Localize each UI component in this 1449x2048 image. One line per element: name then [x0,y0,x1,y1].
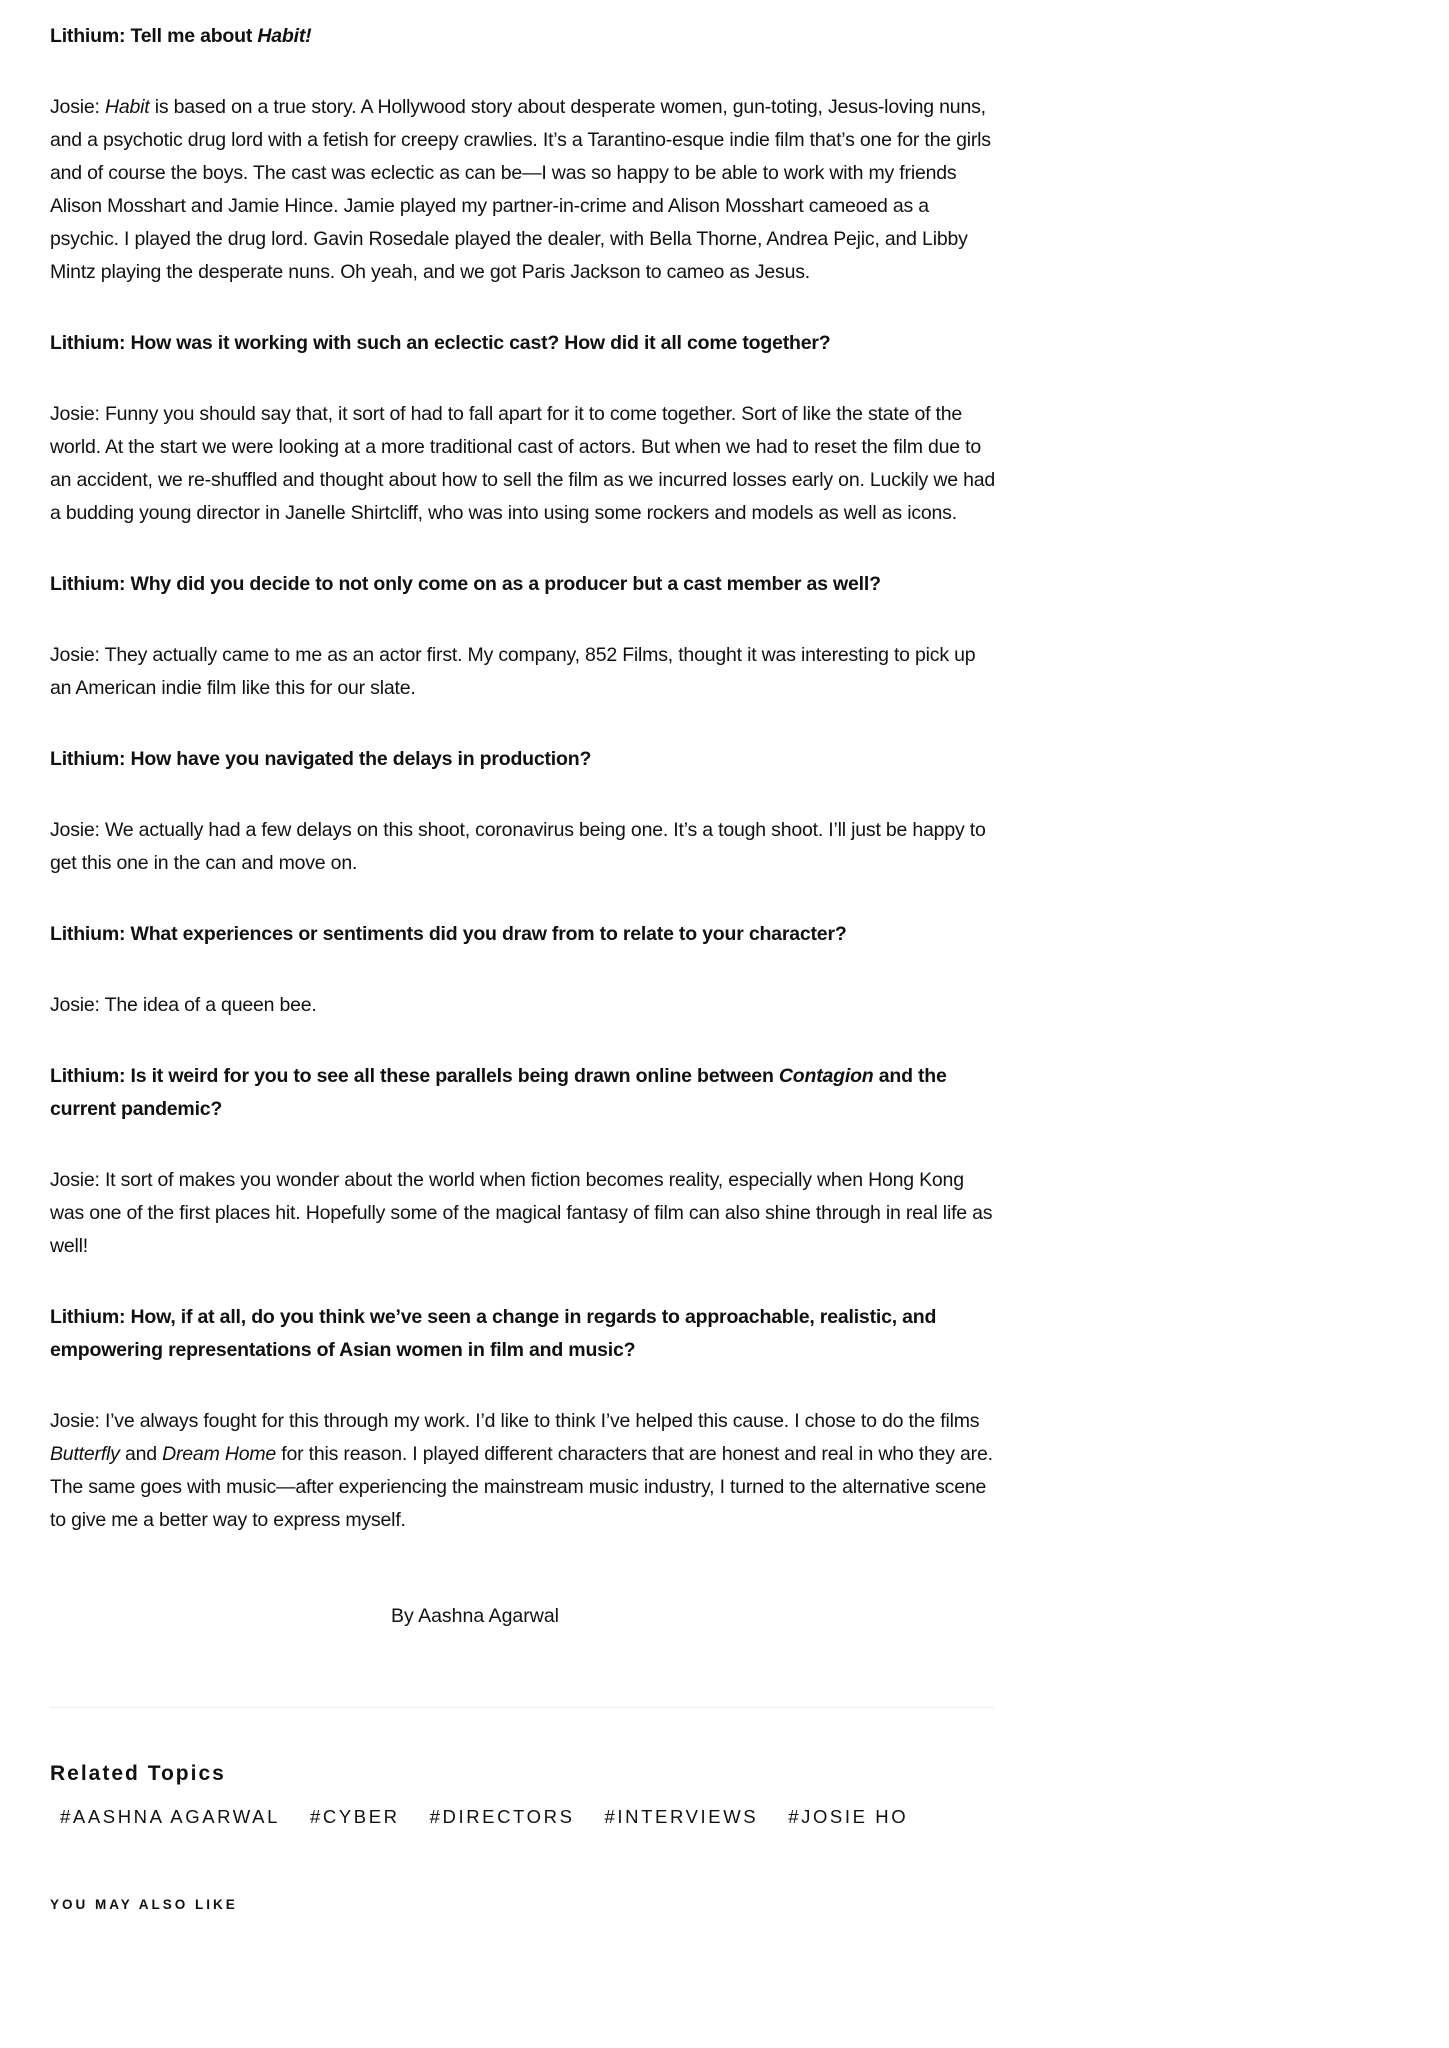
italic-title: Butterfly [50,1443,120,1465]
text-segment: is based on a true story. A Hollywood story about desperate women, gun-toting, Jesus-loving nuns, and a psychotic drug lord with a fetish for creepy crawlies. It’s a Tarantino-esque indie film that’s one for the girls and of course the boys. The cast was eclectic as can be—I was so happy to be able to work with my friends Alison Mosshart and Jamie Hince. Jamie played my partner-in-crime and Alison Mosshart cameoed as a psychic. I played the drug lord. Gavin Rosedale played the dealer, with Bella Thorne, Andrea Pejic, and Libby Mintz playing the desperate nuns. Oh yeah, and we got Paris Jackson to cameo as Jesus. [50,96,991,283]
text-segment: Josie: They actually came to me as an actor first. My company, 852 Films, thought it was interesting to pick up an American indie film like this for our slate. [50,644,976,699]
interview-question [50,1301,1000,1367]
interview-question [50,20,1000,53]
interview-answer [50,91,1000,289]
text-segment: Josie: [50,96,105,118]
text-segment: Lithium: What experiences or sentiments did you draw from to relate to your character? [50,923,847,945]
text-segment: Lithium: How have you navigated the delays in production? [50,748,592,770]
text-segment: Lithium: How, if at all, do you think we’ve seen a change in regards to approachable, realistic, and empowering representations of Asian women in film and music? [50,1306,937,1361]
text-segment: Lithium: How was it working with such an eclectic cast? How did it all come together? [50,332,831,354]
text-segment: Lithium: Why did you decide to not only come on as a producer but a cast member as well? [50,573,881,595]
text-segment: Lithium: Is it weird for you to see all these parallels being drawn online between [50,1065,779,1087]
text-segment: Josie: We actually had a few delays on this shoot, coronavirus being one. It’s a tough shoot. I’ll just be happy to get this one in the can and move on. [50,819,986,874]
text-segment: Josie: The idea of a queen bee. [50,994,317,1016]
interview-question [50,1060,1000,1126]
article-body [50,20,1000,1575]
italic-title: Habit [104,96,150,118]
section-divider [50,1707,994,1708]
text-segment: and the current pandemic? [50,1065,947,1120]
tag-interviews[interactable]: #INTERVIEWS [604,1806,759,1827]
italic-title: Habit! [257,25,312,47]
interview-answer [50,1405,1000,1537]
interview-answer [50,989,1000,1022]
related-topics-tags [50,1800,928,1834]
interview-question [50,327,1000,360]
text-segment: Josie: I’ve always fought for this through my work. I’d like to think I’ve helped this cause. I chose to do the films [50,1410,980,1432]
tag-aashna-agarwal[interactable]: #AASHNA AGARWAL [60,1806,280,1827]
text-segment: for this reason. I played different characters that are honest and real in who they are. The same goes with music—after experiencing the mainstream music industry, I turned to the alternative scene to give me a better way to express myself. [50,1443,993,1531]
italic-title: Contagion [778,1065,874,1087]
interview-answer [50,814,1000,880]
you-may-also-like-heading: YOU MAY ALSO LIKE [50,1897,238,1912]
author-byline: By Aashna Agarwal [390,1605,560,1627]
interview-question [50,918,1000,951]
related-topics-heading: Related Topics [50,1762,226,1785]
tag-directors[interactable]: #DIRECTORS [429,1806,575,1827]
interview-answer [50,639,1000,705]
text-segment: Josie: It sort of makes you wonder about the world when fiction becomes reality, especially when Hong Kong was one of the first places hit. Hopefully some of the magical fantasy of film can also shine through in real life as well! [50,1169,993,1257]
tag-cyber[interactable]: #CYBER [309,1806,400,1827]
tag-josie-ho[interactable]: #JOSIE HO [788,1806,909,1827]
interview-answer [50,398,1000,530]
interview-answer [50,1164,1000,1263]
italic-title: Dream Home [162,1443,277,1465]
interview-question [50,743,1000,776]
interview-question [50,568,1000,601]
text-segment: and [119,1443,163,1465]
text-segment: Josie: Funny you should say that, it sort of had to fall apart for it to come together. Sort of like the state of the world. At the start we were looking at a more traditional cast of actors. But when we had to reset the film due to an accident, we re-shuffled and thought about how to sell the film as we incurred losses early on. Luckily we had a budding young director in Janelle Shirtcliff, who was into using some rockers and models as well as icons. [50,403,996,524]
text-segment: Lithium: Tell me about [50,25,258,47]
